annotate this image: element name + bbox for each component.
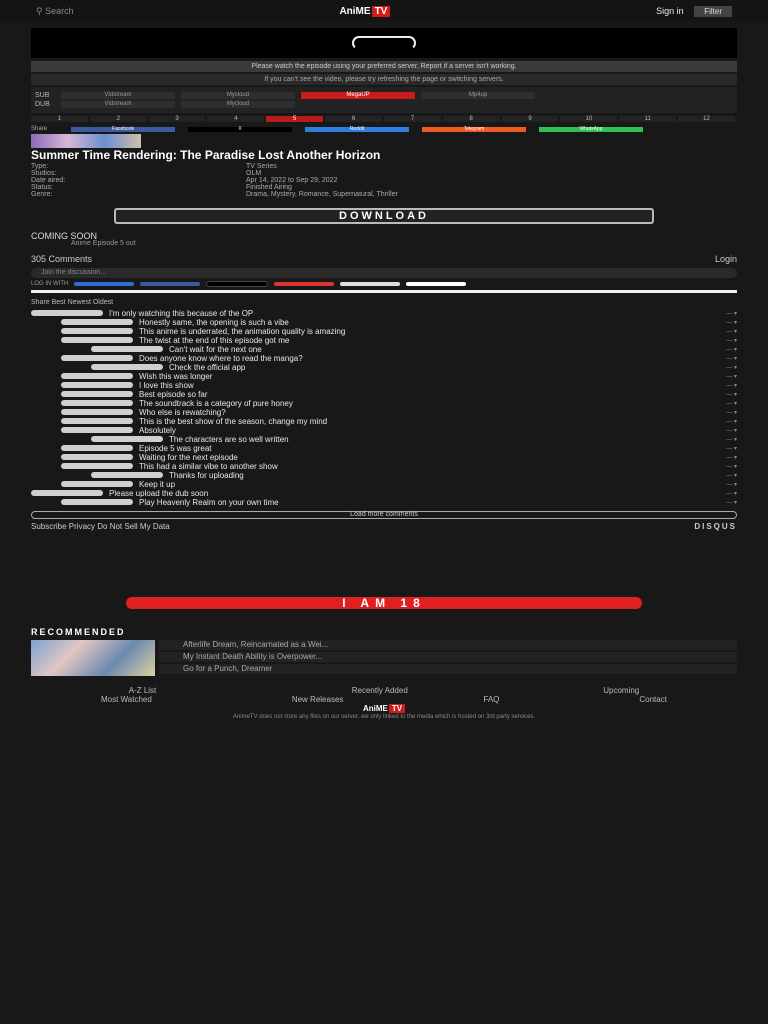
footer-link[interactable]: Recently Added [351,686,408,695]
comment [31,391,737,399]
comment [31,373,737,381]
comment [31,319,737,327]
comment-menu-icon[interactable]: — ▾ [726,329,737,335]
comment-text: The characters are so well written [169,436,289,444]
comment-text: I'm only watching this because of the OP [109,310,254,318]
apple-login-button[interactable] [406,282,466,286]
meta-value: Drama, Mystery, Romance, Supernatural, Thriller [246,191,398,198]
recommended-item[interactable]: My Instant Death Ability is Overpower... [159,652,737,662]
avatar[interactable] [61,454,133,460]
x-share-button[interactable]: X [188,127,292,132]
meta-value: TV Series [246,163,277,170]
episode-list [31,116,737,122]
episode-item[interactable]: 2 [90,116,147,122]
sign-in-button[interactable]: Sign in [656,6,684,16]
footer-link[interactable]: A-Z List [128,686,157,695]
loading-spinner-icon [352,36,416,50]
comment [31,463,737,471]
comment [31,328,737,336]
avatar[interactable] [61,463,133,469]
meta-label: Genre: [31,191,53,198]
footer-nav [31,686,737,695]
footer-logo-suffix: TV [389,704,405,713]
episode-item[interactable]: 11 [619,116,676,122]
episode-item[interactable]: 12 [678,116,735,122]
episode-item[interactable]: 10 [560,116,617,122]
avatar[interactable] [61,373,133,379]
coming-soon-title: COMING SOON [31,231,98,241]
avatar[interactable] [31,310,103,316]
comment [31,364,737,372]
comment-text: I love this show [139,382,194,390]
comment-text: Best episode so far [139,391,208,399]
telegram-share-button[interactable]: Telegram [422,127,526,132]
episode-item-active[interactable]: 5 [266,116,323,122]
footer-links[interactable]: Subscribe Privacy Do Not Sell My Data [31,522,170,531]
comment-text: Play Heavenly Realm on your own time [139,499,279,507]
share-bar [31,126,737,132]
disqus-login-button[interactable] [74,282,134,286]
comment-text: Please upload the dub soon [109,490,209,498]
comment-menu-icon[interactable]: — ▾ [726,500,737,506]
comment-text: This is the best show of the season, change my mind [139,418,328,426]
microsoft-login-button[interactable] [340,282,400,286]
facebook-login-button[interactable] [140,282,200,286]
comment-text: Can't wait for the next one [169,346,262,354]
meta-label: Studios: [31,170,57,177]
server-item[interactable]: Vidstream [61,92,175,99]
comment-text: The twist at the end of this episode got me [139,337,290,345]
recommended-list [159,640,737,676]
recommended-block [31,640,737,676]
anime-poster [31,134,141,148]
avatar[interactable] [91,436,163,442]
recommended-thumbnail[interactable] [31,640,155,676]
meta-value: Finished Airing [246,184,292,191]
comment [31,472,737,480]
google-login-button[interactable] [274,282,334,286]
comment [31,499,737,507]
comment-menu-icon[interactable]: — ▾ [726,392,737,398]
comment-menu-icon[interactable]: — ▾ [726,383,737,389]
notice-2: If you can't see the video, please try refreshing the page or switching servers. [31,74,737,85]
comment-text: Who else is rewatching? [139,409,226,417]
episode-item[interactable]: 3 [149,116,206,122]
disqus-logo[interactable]: DISQUS [694,522,737,531]
comment-menu-icon[interactable]: — ▾ [726,419,737,425]
footer-link[interactable]: New Releases [291,695,344,704]
anime-info [31,134,737,148]
episode-item[interactable]: 7 [384,116,441,122]
comment [31,445,737,453]
avatar[interactable] [91,472,163,478]
comment-text: Thanks for uploading [169,472,244,480]
comment-text: The soundtrack is a category of pure honey [139,400,293,408]
episode-item[interactable]: 6 [325,116,382,122]
comment [31,409,737,417]
video-player[interactable] [31,28,737,58]
top-bar [0,0,768,22]
avatar[interactable] [91,346,163,352]
comment-text: Wish this was longer [139,373,213,381]
share-label: Share [31,126,48,132]
comment [31,346,737,354]
server-item-active[interactable]: MegaUP [301,92,415,99]
meta-label: Status: [31,184,53,191]
site-footer [31,686,737,722]
avatar[interactable] [61,355,133,361]
comment-menu-icon[interactable]: — ▾ [726,401,737,407]
comment [31,382,737,390]
comment-text: Waiting for the next episode [139,454,238,462]
comment [31,355,737,363]
meta-value: OLM [246,170,262,177]
meta-labels [31,163,246,198]
comment [31,481,737,489]
comment-text: Episode 5 was great [139,445,212,453]
comment [31,436,737,444]
server-item[interactable]: Mycloud [181,101,295,108]
comment-text: This had a similar vibe to another show [139,463,278,471]
avatar[interactable] [61,409,133,415]
comment-input[interactable]: Join the discussion... [31,268,737,278]
avatar[interactable] [61,328,133,334]
whatsapp-share-button[interactable]: WhatsApp [539,127,643,132]
avatar[interactable] [61,499,133,505]
filter-button[interactable]: Filter [694,6,732,17]
meta-values [246,163,706,198]
dub-label: DUB [35,101,50,108]
footer-logo-text: AniME [362,704,388,713]
comment-menu-icon[interactable]: — ▾ [726,347,737,353]
coming-soon-subtitle: Anime Episode 5 out [71,240,136,247]
x-login-button[interactable] [206,281,268,287]
recommended-item[interactable]: Go for a Punch, Dreamer [159,664,737,674]
comment-menu-icon[interactable]: — ▾ [726,491,737,497]
sub-label: SUB [35,92,50,99]
recommended-title: RECOMMENDED [31,627,126,637]
login-button[interactable]: Login [714,254,737,264]
comment-menu-icon[interactable]: — ▾ [726,464,737,470]
load-more-button[interactable]: Load more comments [31,511,737,519]
avatar[interactable] [61,400,133,406]
server-list [31,87,737,113]
login-providers [31,281,737,287]
anime-meta [31,163,737,198]
reddit-share-button[interactable]: Reddit [305,127,409,132]
server-item[interactable]: Mycloud [181,92,295,99]
comment-menu-icon[interactable]: — ▾ [726,374,737,380]
search-placeholder: Search [45,5,74,16]
comment [31,310,737,318]
comments-sort[interactable]: Share Best Newest Oldest [31,299,114,306]
comment-menu-icon[interactable]: — ▾ [726,320,737,326]
comments-header [31,254,737,264]
footer-link[interactable]: Upcoming [603,686,640,695]
comments-count: 305 Comments [31,254,93,264]
comment [31,454,737,462]
age-confirm-button[interactable]: I AM 18 [126,597,642,609]
comment-text: Does anyone know where to read the manga? [139,355,303,363]
comment-thread [31,310,737,507]
anime-title: Summer Time Rendering: The Paradise Lost Another Horizon [31,148,381,162]
copyright: AnimeTV does not store any files on our server, we only linked to the media which is hosted on 3rd party services. [232,714,536,720]
comment [31,400,737,408]
login-with-label: LOG IN WITH [31,281,69,287]
comment [31,337,737,345]
comment-menu-icon[interactable]: — ▾ [726,428,737,434]
avatar[interactable] [61,319,133,325]
avatar[interactable] [61,427,133,433]
comment [31,427,737,435]
footer-link[interactable]: Contact [639,695,667,704]
notice-1: Please watch the episode using your preferred server. Report if a server isn't working. [31,61,737,72]
footer-nav-2 [31,695,737,704]
comment-menu-icon[interactable]: — ▾ [726,437,737,443]
comments-footer [31,522,737,531]
download-button[interactable]: DOWNLOAD [114,208,654,224]
comment [31,418,737,426]
comment-text: Honestly same, the opening is such a vibe [139,319,289,327]
avatar[interactable] [61,382,133,388]
comment-menu-icon[interactable]: — ▾ [726,446,737,452]
comment-text: Keep it up [139,481,176,489]
footer-logo[interactable] [31,704,737,713]
meta-label: Type: [31,163,49,170]
episode-item[interactable]: 9 [502,116,559,122]
episode-item[interactable]: 1 [31,116,88,122]
avatar[interactable] [61,418,133,424]
avatar[interactable] [61,337,133,343]
comment-text: This anime is underrated, the animation quality is amazing [139,328,346,336]
search-box[interactable]: ⚲ Search [36,5,74,16]
meta-value: Apr 14, 2022 to Sep 29, 2022 [246,177,338,184]
meta-label: Date aired: [31,177,66,184]
episode-item[interactable]: 4 [207,116,264,122]
comment-menu-icon[interactable]: — ▾ [726,356,737,362]
avatar[interactable] [91,364,163,370]
comment-text: Absolutely [139,427,176,435]
server-item[interactable]: Mp4up [421,92,535,99]
coming-soon [31,232,737,248]
comment-menu-icon[interactable]: — ▾ [726,455,737,461]
avatar[interactable] [61,445,133,451]
top-right [656,6,732,16]
comment-menu-icon[interactable]: — ▾ [726,473,737,479]
episode-item[interactable]: 8 [443,116,500,122]
comment-menu-icon[interactable]: — ▾ [726,365,737,371]
server-item[interactable]: Vidstream [61,101,175,108]
avatar[interactable] [61,481,133,487]
comment-menu-icon[interactable]: — ▾ [726,311,737,317]
avatar[interactable] [61,391,133,397]
avatar[interactable] [31,490,103,496]
footer-link[interactable]: FAQ [483,695,500,704]
recommended-item[interactable]: Afterlife Dream, Reincarnated as a Wei... [159,640,737,650]
comments-divider [31,290,737,293]
footer-link[interactable]: Most Watched [100,695,152,704]
comment-menu-icon[interactable]: — ▾ [726,482,737,488]
comment-menu-icon[interactable]: — ▾ [726,338,737,344]
logo[interactable]: AniME TV [339,6,390,17]
facebook-share-button[interactable]: Facebook [71,127,175,132]
comment-menu-icon[interactable]: — ▾ [726,410,737,416]
comment [31,490,737,498]
comment-text: Check the official app [169,364,246,372]
